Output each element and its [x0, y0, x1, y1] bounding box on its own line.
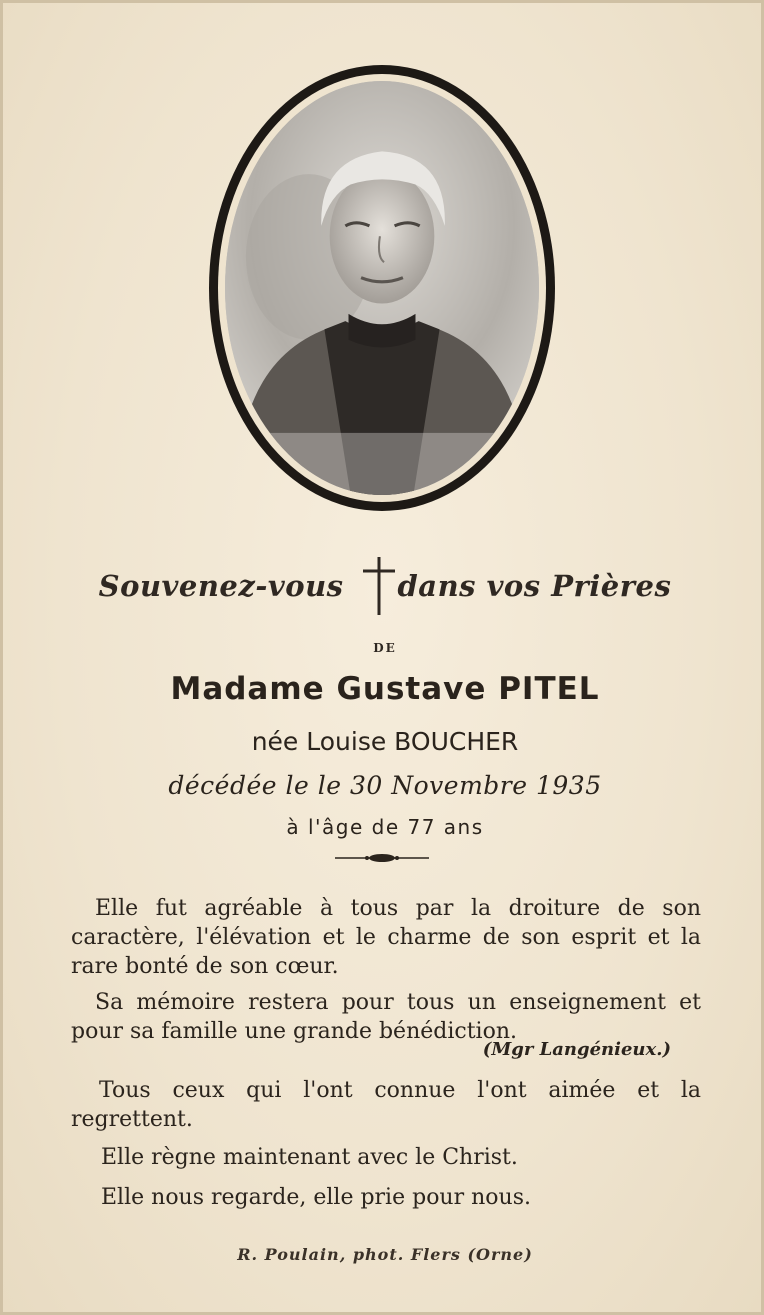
- portrait-frame: [209, 65, 555, 511]
- ornament-divider-icon: [333, 851, 431, 865]
- paragraph-prays: Elle nous regarde, elle prie pour nous.: [101, 1185, 531, 1210]
- portrait-figure-icon: [225, 81, 539, 495]
- age-at-death: à l'âge de 77 ans: [286, 815, 484, 839]
- quote-attribution: (Mgr Langénieux.): [482, 1039, 671, 1060]
- paragraph-loved: Tous ceux qui l'ont connue l'ont aimée et la regrettent.: [71, 1078, 701, 1132]
- paragraph-reigns: Elle règne maintenant avec le Christ.: [101, 1145, 518, 1170]
- paragraph-memory: Sa mémoire restera pour tous un enseignement et pour sa famille une grande bénédiction.: [71, 990, 701, 1044]
- cross-icon: [361, 555, 397, 617]
- death-date: décédée le le 30 Novembre 1935: [168, 771, 602, 800]
- paragraph-tribute: Elle fut agréable à tous par la droiture de son caractère, l'élévation et le charme de son esprit et la rare bonté de son cœur.: [71, 896, 701, 979]
- de-label: DE: [373, 641, 397, 655]
- photographer-credit: R. Poulain, phot. Flers (Orne): [237, 1245, 533, 1264]
- maiden-name: née Louise BOUCHER: [251, 727, 519, 756]
- invocation-right: dans vos Prières: [397, 569, 672, 603]
- invocation-left: Souvenez-vous: [98, 569, 344, 603]
- portrait-photo: [225, 81, 539, 495]
- deceased-name: Madame Gustave PITEL: [170, 671, 600, 707]
